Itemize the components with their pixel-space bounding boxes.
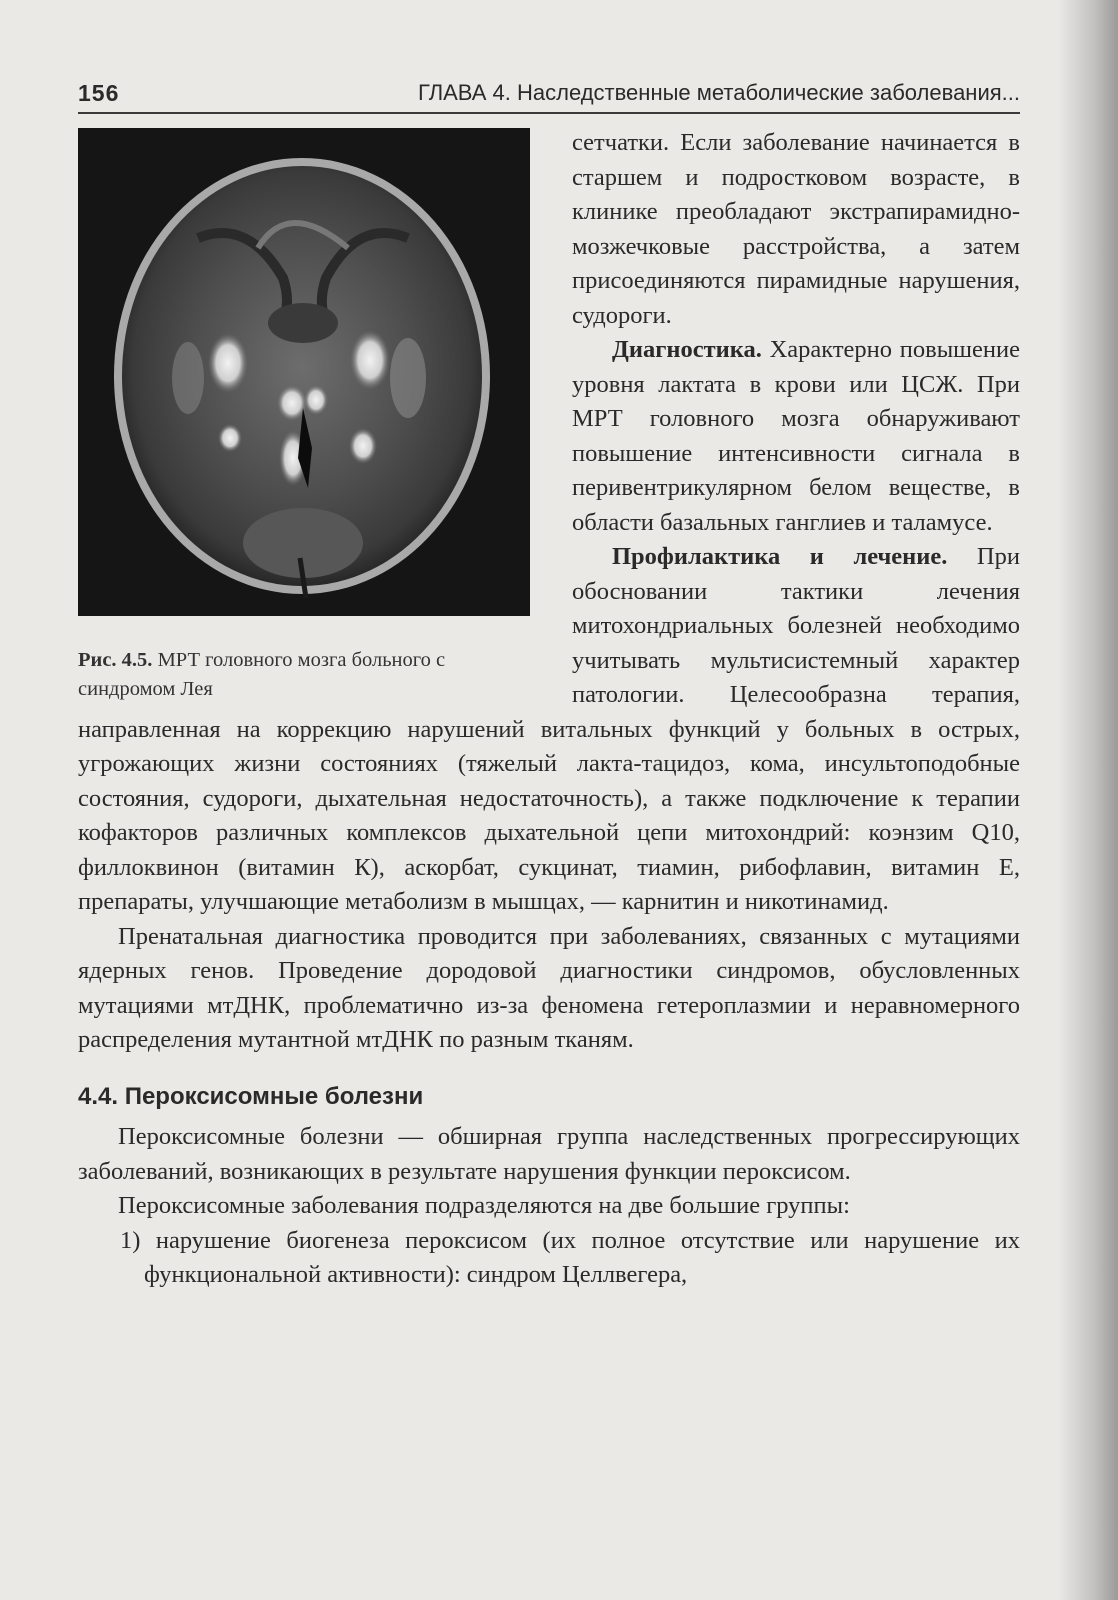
diagnostics-text: Характерно повышение уровня лактата в крови или ЦСЖ. При МРТ головного мозга обнаруживают повышение интенсивности сигнала в перивентрикулярном белом веществе, в области базальных ганглиев и таламусе.: [572, 336, 1020, 536]
book-page: [78, 78, 1020, 1293]
caption-label: Рис. 4.5.: [78, 649, 153, 671]
prevention-text: При обосновании тактики лечения митохондриальных болезней необходимо учитывать мультисистемный характер патологии. Целесообразна терапия, направленная на коррекцию нарушений витальных функций у больных в острых, угрожающих жизни состояниях (тяжелый лакта-тацидоз, кома, инсультоподобные состояния, судороги, дыхательная недостаточность), а также подключение к терапии кофакторов различных комплексов дыхательной цепи митохондрий: коэнзим Q10, филлоквинон (витамин К), аскорбат, сукцинат, тиамин, рибофлавин, витамин Е, препараты, улучшающие метаболизм в мышцах, — карнитин и никотинамид.: [78, 543, 1020, 915]
section-paragraph-1: Пероксисомные болезни — обширная группа наследственных прогрессирующих заболеваний, возникающих в результате нарушения функции пероксисом.: [78, 1123, 1020, 1185]
page-number: 156: [78, 80, 120, 106]
list-item: 1) нарушение биогенеза пероксисом (их полное отсутствие или нарушение их функциональной активности): синдром Целлвегера,: [120, 1226, 1020, 1288]
running-head: ГЛАВА 4. Наследственные метаболические заболевания...: [418, 80, 1020, 105]
paragraph-prenatal: Пренатальная диагностика проводится при заболеваниях, связанных с мутациями ядерных генов. Проведение дородовой диагностики синдромов, обусловленных мутациями мтДНК, проблематично из-за феномена гетероплазмии и неравномерного распределения мутантной мтДНК по разным тканям.: [78, 922, 1020, 1053]
figure-caption: [78, 646, 538, 704]
prevention-lead: Профилактика и лечение.: [612, 543, 948, 570]
section-paragraph-2: Пероксисомные заболевания подразделяются на две большие группы:: [118, 1192, 850, 1219]
page-header: [78, 78, 1020, 114]
paragraph-1: сетчатки. Если заболевание начинается в старшем и подростковом возрасте, в клинике преобладают экстрапирамидно-мозжечковые расстройства, а затем присоединяются пирамидные нарушения, судороги.: [572, 129, 1020, 329]
caption-text: МРТ головного мозга больного с синдромом Лея: [78, 649, 446, 700]
section-heading: 4.4. Пероксисомные болезни: [78, 1082, 424, 1110]
diagnostics-lead: Диагностика.: [612, 336, 762, 363]
figure-4-5: [78, 128, 546, 704]
page-edge-shadow: [1058, 0, 1118, 1600]
mri-brain-image: [78, 128, 530, 616]
